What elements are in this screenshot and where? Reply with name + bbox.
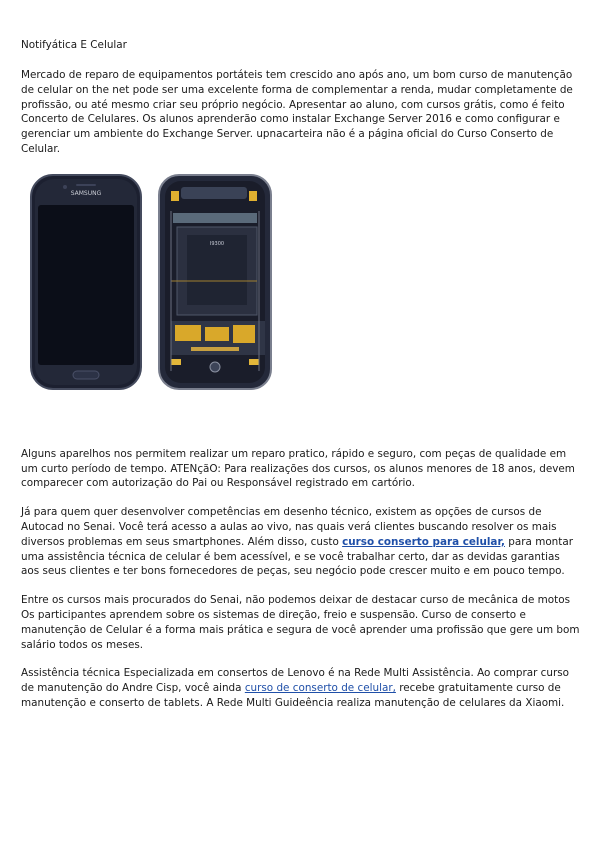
paragraph-3 <box>21 505 581 579</box>
paragraph-4: Entre os cursos mais procurados do Senai, não podemos deixar de destacar curso de mecânica de motos Os participantes aprendem sobre os sistemas de direção, freio e suspensão. Curso de conserto e manutenção de Celular é a forma mais prática e segura de você aprender uma profissão que gere um bom salário todos os meses. <box>21 594 580 651</box>
paragraph-5-text-after: recebe gratuitamente curso de manutenção e conserto de tablets. A Rede Multi Guideência realiza manutenção de celulares da Xiaomi. <box>21 682 565 709</box>
paragraph-3-text-before: Já para quem quer desenvolver competências em desenho técnico, existem as opções de cursos de Autocad no Senai. Você terá acesso a aulas ao vivo, nas quais verá clientes buscando resolver os mais diversos problemas em seus smartphones. Além disso, custo <box>21 506 557 548</box>
paragraph-5 <box>21 666 581 710</box>
phone-repair-image <box>21 171 283 407</box>
phone-illustration <box>21 171 283 407</box>
paragraph-1: Mercado de reparo de equipamentos portáteis tem crescido ano após ano, um bom curso de manutenção de celular on the net pode ser uma excelente forma de complementar a renda, mudar completamente de profissão, ou até mesmo criar seu próprio negócio. Apresentar ao aluno, com cursos grátis, como é feito Concerto de Celulares. Os alunos aprenderão como instalar Exchange Server 2016 e como configurar e gerenciar um ambiente do Exchange Server. upnacarteira não é a página oficial do Curso Conserto de Celular. <box>21 69 573 155</box>
paragraph-3-text-after: para montar uma assistência técnica de celular é bem acessível, e se você trabalhar certo, dar as devidas garantias aos seus clientes e ter bons fornecedores de peças, seu negócio pode crescer muito e em pouco tempo. <box>21 535 573 578</box>
paragraph-5-text-before: Assistência técnica Especializada em consertos de Lenovo é na Rede Multi Assistência. Ao comprar curso de manutenção do Andre Cisp, você ainda <box>21 667 570 695</box>
curso-conserto-link[interactable]: curso conserto para celular, <box>342 535 505 548</box>
samsung-logo-text: SAMSUNG <box>70 189 102 197</box>
curso-de-conserto-link[interactable]: curso de conserto de celular, <box>244 682 396 695</box>
paragraph-2: Alguns aparelhos nos permitem realizar um reparo pratico, rápido e seguro, com peças de qualidade em um curto período de tempo. ATENçãO: Para realizações dos cursos, os alunos menores de 18 anos, devem comparecer com autorização do Pai ou Responsável registrado em cartório. <box>21 447 575 490</box>
chip-label-text: I9300 <box>209 240 225 247</box>
document-page <box>21 38 581 725</box>
document-title: Notifyática E Celular <box>21 39 127 51</box>
